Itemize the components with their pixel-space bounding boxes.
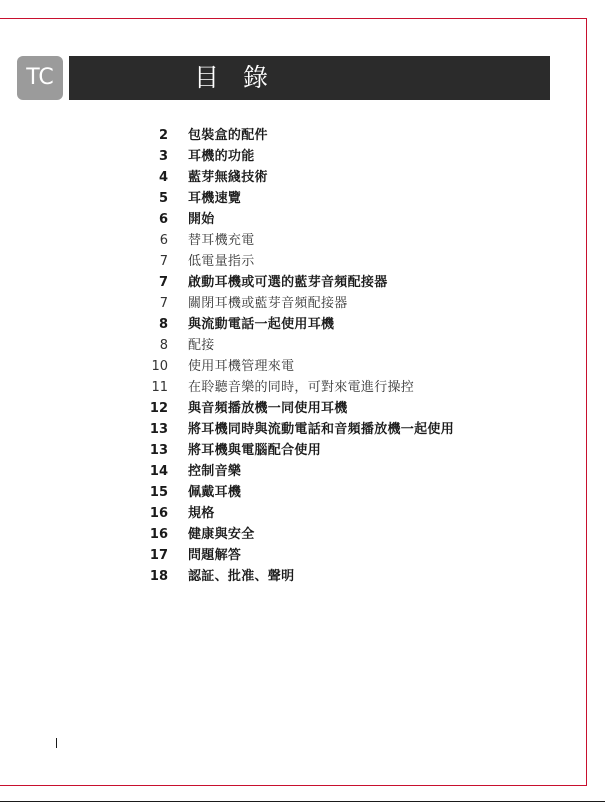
toc-entry[interactable] [120, 125, 454, 146]
language-tab: TC [17, 56, 63, 100]
page-bottom-edge [0, 801, 605, 802]
toc-entry[interactable] [120, 314, 454, 335]
toc-page-number: 8 [159, 338, 168, 353]
toc-entry[interactable] [120, 461, 454, 482]
toc-page-number: 16 [149, 506, 168, 521]
toc-label: 問題解答 [188, 548, 242, 563]
toc-label: 耳機的功能 [188, 149, 255, 164]
toc-page-number: 15 [149, 485, 168, 500]
toc-entry[interactable] [120, 377, 454, 398]
toc-label: 藍芽無綫技術 [188, 170, 268, 185]
toc-page-number: 16 [149, 527, 168, 542]
title-bar [69, 56, 550, 100]
toc-label: 認証、批准、聲明 [188, 569, 295, 584]
toc-label: 將耳機與電腦配合使用 [188, 443, 322, 458]
toc-entry[interactable] [120, 335, 454, 356]
toc-label: 控制音樂 [188, 464, 242, 479]
toc-entry[interactable] [120, 356, 454, 377]
toc-entry[interactable] [120, 251, 454, 272]
toc-entry[interactable] [120, 503, 454, 524]
toc-page-number: 17 [149, 548, 168, 563]
toc-page-number: 8 [158, 317, 168, 332]
toc-page-number: 7 [159, 296, 168, 311]
toc-entry[interactable] [120, 146, 454, 167]
table-of-contents [120, 125, 454, 587]
toc-page-number: 13 [149, 422, 168, 437]
toc-page-number: 7 [158, 275, 168, 290]
toc-label: 佩戴耳機 [188, 485, 242, 500]
toc-entry[interactable] [120, 293, 454, 314]
frame-top-line [0, 18, 587, 19]
toc-entry[interactable] [120, 209, 454, 230]
toc-label: 關閉耳機或藍芽音頻配接器 [188, 296, 348, 311]
toc-page-number: 10 [151, 359, 168, 374]
toc-label: 低電量指示 [188, 254, 255, 269]
toc-entry[interactable] [120, 482, 454, 503]
toc-page-number: 5 [158, 191, 168, 206]
toc-entry[interactable] [120, 230, 454, 251]
toc-label: 規格 [188, 506, 215, 521]
toc-page-number: 7 [159, 254, 168, 269]
toc-label: 在聆聽音樂的同時，可對來電進行操控 [188, 380, 415, 395]
toc-entry[interactable] [120, 419, 454, 440]
toc-page-number: 4 [158, 170, 168, 185]
toc-label: 耳機速覽 [188, 191, 242, 206]
toc-label: 將耳機同時與流動電話和音頻播放機一起使用 [188, 422, 455, 437]
toc-label: 使用耳機管理來電 [188, 359, 295, 374]
toc-label: 與音頻播放機一同使用耳機 [188, 401, 348, 416]
toc-page-number: 13 [149, 443, 168, 458]
toc-page-number: 2 [158, 128, 168, 143]
toc-entry[interactable] [120, 524, 454, 545]
toc-label: 與流動電話一起使用耳機 [188, 317, 335, 332]
toc-entry[interactable] [120, 566, 454, 587]
toc-entry[interactable] [120, 272, 454, 293]
toc-page-number: 12 [149, 401, 168, 416]
toc-page-number: 18 [149, 569, 168, 584]
toc-page-number: 11 [151, 380, 168, 395]
toc-label: 開始 [188, 212, 215, 227]
page-title: 目 錄 [194, 63, 276, 92]
toc-entry[interactable] [120, 167, 454, 188]
page-number-mark [56, 738, 57, 748]
toc-label: 啟動耳機或可選的藍芽音頻配接器 [188, 275, 388, 290]
frame-bottom-line [0, 785, 587, 786]
toc-page-number: 6 [158, 212, 168, 227]
toc-entry[interactable] [120, 188, 454, 209]
frame-right-line [586, 18, 587, 785]
toc-label: 包裝盒的配件 [188, 128, 268, 143]
toc-label: 替耳機充電 [188, 233, 255, 248]
toc-page-number: 3 [158, 149, 168, 164]
toc-page-number: 14 [149, 464, 168, 479]
toc-label: 健康與安全 [188, 527, 255, 542]
toc-entry[interactable] [120, 545, 454, 566]
toc-entry[interactable] [120, 398, 454, 419]
toc-label: 配接 [188, 338, 215, 353]
toc-entry[interactable] [120, 440, 454, 461]
toc-page-number: 6 [159, 233, 168, 248]
